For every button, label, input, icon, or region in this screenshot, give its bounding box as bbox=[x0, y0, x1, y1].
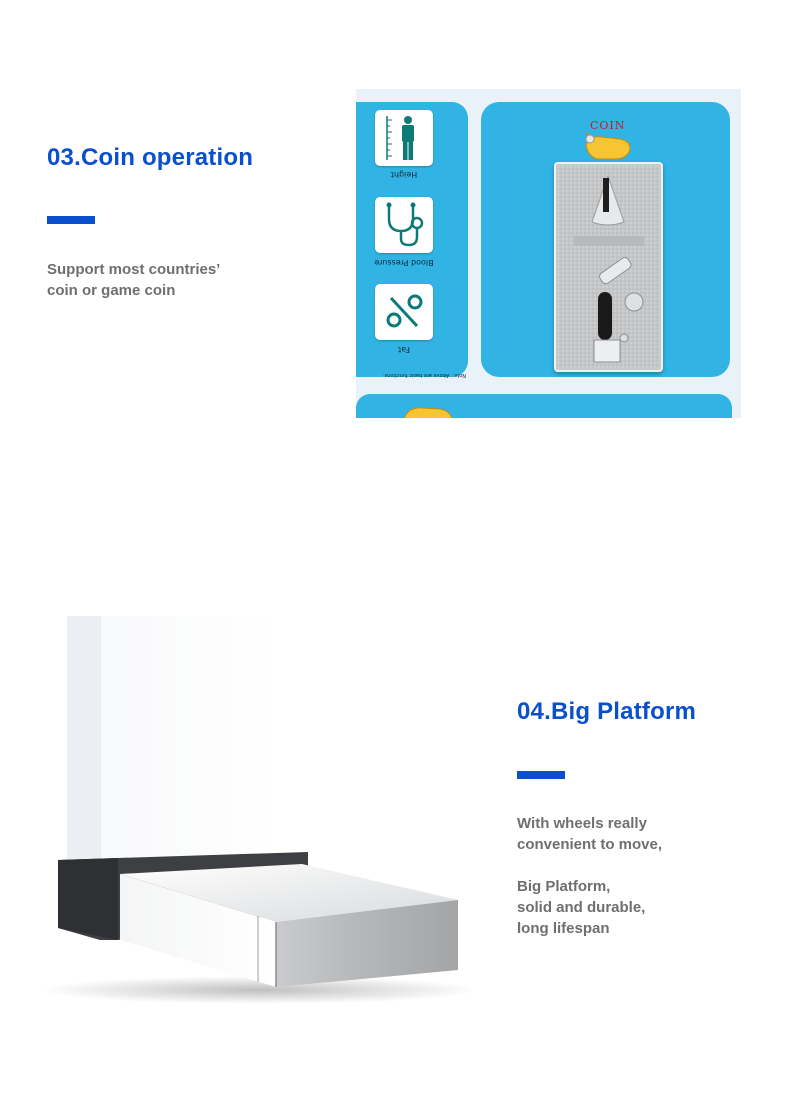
coin-label: COIN bbox=[590, 119, 626, 132]
function-icons-panel bbox=[356, 102, 468, 377]
description-line: With wheels really bbox=[517, 815, 647, 832]
coin-acceptor-face-icon bbox=[554, 162, 663, 372]
hand-inserting-coin-icon bbox=[580, 131, 636, 163]
note-text: Note：Above are basic functions. bbox=[383, 372, 466, 378]
height-card bbox=[375, 110, 433, 166]
description-line: long lifespan bbox=[517, 920, 610, 937]
scale-platform-icon bbox=[40, 610, 470, 1010]
big-platform-title: 04.Big Platform bbox=[517, 698, 697, 725]
blood-pressure-card bbox=[375, 197, 433, 253]
title-underline-bar bbox=[47, 216, 95, 224]
blood-pressure-icon bbox=[375, 197, 433, 253]
big-platform-description bbox=[517, 813, 662, 939]
description-line: Support most countries’ bbox=[47, 261, 221, 278]
fat-icon bbox=[375, 284, 433, 340]
platform-photo bbox=[40, 610, 470, 1010]
big-platform-section bbox=[0, 560, 790, 1111]
description-line: coin or game coin bbox=[47, 282, 176, 299]
coin-acceptor bbox=[554, 162, 663, 372]
fat-card bbox=[375, 284, 433, 340]
fat-label: Fat bbox=[398, 345, 410, 354]
hand-icon bbox=[400, 405, 456, 418]
coin-operation-description bbox=[47, 259, 220, 301]
height-icon bbox=[375, 110, 433, 166]
description-line: Big Platform, bbox=[517, 878, 611, 895]
title-underline-bar bbox=[517, 771, 565, 779]
coin-acceptor-photo bbox=[356, 89, 741, 418]
height-label: Height bbox=[390, 170, 418, 179]
coin-operation-title: 03.Coin operation bbox=[47, 144, 254, 171]
description-line: solid and durable, bbox=[517, 899, 646, 916]
blood-pressure-label: Blood Pressure bbox=[374, 258, 434, 267]
description-line: convenient to move, bbox=[517, 836, 663, 853]
coin-operation-section bbox=[0, 0, 790, 480]
